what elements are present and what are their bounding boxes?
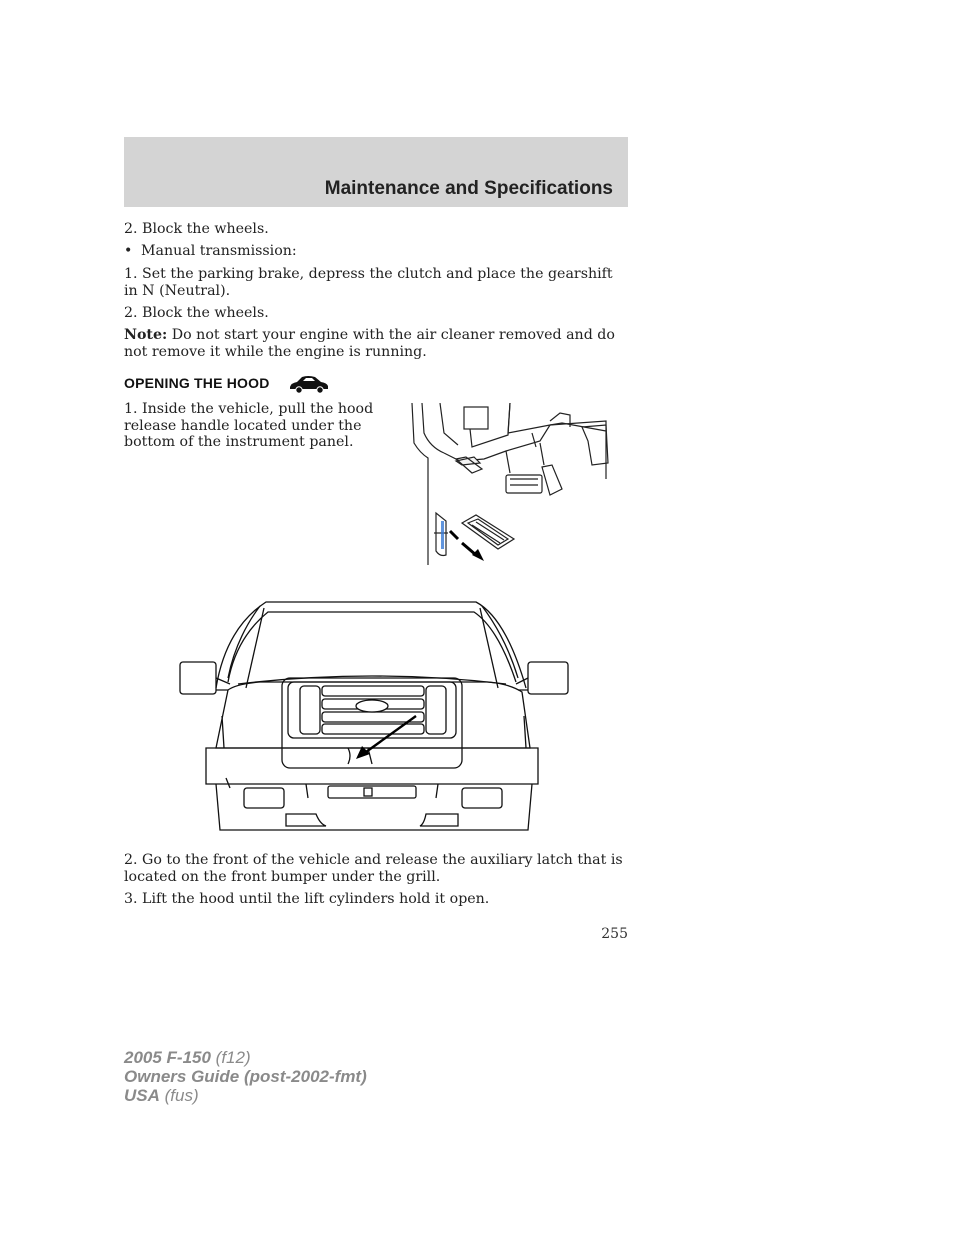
footer-model: 2005 F-150 bbox=[124, 1048, 211, 1067]
hood-release-pedal-illustration bbox=[410, 403, 610, 565]
paragraph-parking-brake: 1. Set the parking brake, depress the clutch and place the gearshift in N (Neutral). bbox=[124, 266, 613, 299]
step-3-text: 3. Lift the hood until the lift cylinders hold it open. bbox=[124, 891, 490, 907]
section-header-band bbox=[124, 137, 628, 207]
footer-market-code: (fus) bbox=[159, 1086, 199, 1105]
paragraph-block-wheels-1: 2. Block the wheels. bbox=[124, 221, 269, 237]
footer-line-2 bbox=[124, 1067, 367, 1086]
document-footer bbox=[124, 1048, 367, 1105]
footer-model-code: (f12) bbox=[210, 1048, 251, 1067]
paragraph-block-wheels-2: 2. Block the wheels. bbox=[124, 305, 269, 321]
car-icon bbox=[288, 374, 330, 394]
bullet-text: Manual transmission: bbox=[141, 243, 297, 259]
step-1-text: 1. Inside the vehicle, pull the hood release handle located under the bottom of the instrument panel. bbox=[124, 401, 374, 450]
section-header-title: Maintenance and Specifications bbox=[324, 178, 613, 199]
bullet-symbol: • bbox=[124, 243, 133, 259]
bullet-item-manual-transmission bbox=[124, 243, 624, 260]
step-2-text: 2. Go to the front of the vehicle and release the auxiliary latch that is located on the front bumper under the grill. bbox=[124, 852, 623, 885]
note-paragraph bbox=[124, 327, 624, 361]
footer-market: USA bbox=[124, 1086, 160, 1105]
footer-line-3 bbox=[124, 1086, 367, 1105]
footer-guide-type: Owners Guide (post-2002-fmt) bbox=[124, 1067, 367, 1086]
note-text: Do not start your engine with the air cleaner removed and do not remove it while the engine is running. bbox=[124, 327, 615, 360]
footer-line-1 bbox=[124, 1048, 367, 1067]
truck-front-illustration bbox=[176, 598, 574, 842]
page-number: 255 bbox=[601, 926, 628, 942]
note-label: Note: bbox=[124, 327, 168, 343]
section-title-opening-hood: OPENING THE HOOD bbox=[124, 375, 270, 391]
